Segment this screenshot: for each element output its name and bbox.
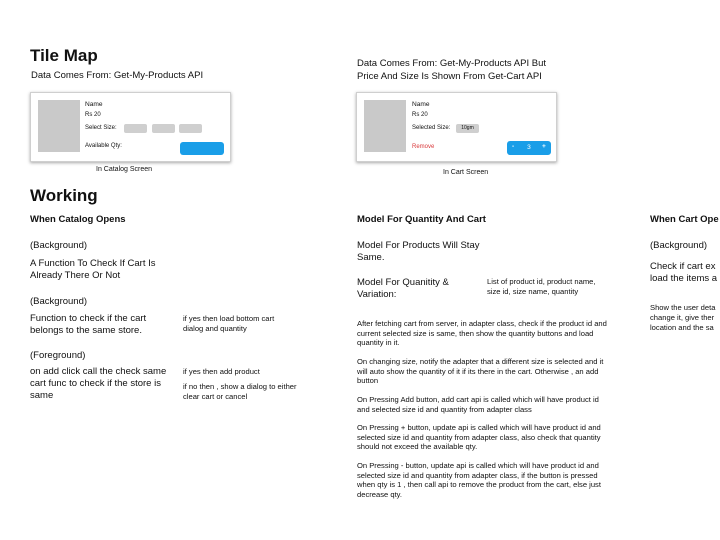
paragraph-fetch-cart: After fetching cart from server, in adapter class, check if the product id and current selected size is same, then show the quantity buttons and load quantity in it. [357,319,607,348]
product-name: Name [412,101,430,108]
check-cart-exists-line1: Check if cart ex [650,261,716,272]
cart-opens-heading: When Cart Ope [650,214,719,225]
add-click-note-yes: if yes then add product [183,367,260,376]
check-store-note: if yes then load bottom cart dialog and quantity [183,314,275,333]
quantity-value: 3 [527,144,531,151]
paragraph-plus-button: On Pressing + button, update api is called which will have product id and selected size id and quantity from adapter class, also check that quantity should not exceed the available qty. [357,423,601,452]
quantity-model-label: Model For Quanitity & Variation: [357,277,449,300]
select-size-label: Select Size: [85,125,117,131]
product-image-placeholder [364,100,406,152]
quantity-cart-model-heading: Model For Quantity And Cart [357,214,486,225]
selected-size-label: Selected Size: [412,125,451,131]
check-cart-exists-line2: load the items a [650,273,718,284]
catalog-data-source: Data Comes From: Get-My-Products API [31,70,204,81]
tile-map-title: Tile Map [30,46,98,65]
remove-link[interactable]: Remove [412,144,435,150]
product-price: Rs 20 [85,112,101,118]
selected-size-chip[interactable] [456,124,479,133]
cart-data-source-line1: Data Comes From: Get-My-Products API But [357,58,546,69]
increase-quantity-button[interactable]: + [542,143,546,150]
paragraph-change-size: On changing size, notify the adapter that a different size is selected and it will auto show the quantity of it if its there in the cart. Otherwise , an add button [357,357,604,386]
cart-tile-card [356,92,557,162]
user-details-note-line1: Show the user deta [650,303,716,312]
user-details-note-line2: change it, give ther [650,313,715,322]
size-option-chip[interactable] [152,124,175,133]
quantity-model-fields: List of product id, product name, size id, size name, quantity [487,277,596,296]
add-button[interactable] [180,142,224,155]
add-click-note-no: if no then , show a dialog to either clear cart or cancel [183,382,297,401]
catalog-opens-heading: When Catalog Opens [30,214,126,225]
cart-caption: In Cart Screen [443,169,489,176]
selected-size-value: 10gm [461,125,474,131]
background-label: (Background) [30,296,88,307]
catalog-caption: In Catalog Screen [96,166,153,173]
size-option-chip[interactable] [124,124,147,133]
quantity-stepper [507,141,551,155]
paragraph-add-button: On Pressing Add button, add cart api is called which will have product id and selected size id and quantity from adapter class [357,395,599,414]
product-name: Name [85,101,103,108]
background-label: (Background) [30,240,88,251]
background-label: (Background) [650,240,708,251]
check-cart-text: A Function To Check If Cart Is Already There Or Not [30,258,156,281]
add-click-text: on add click call the check same cart func to check if the store is same [30,366,167,401]
product-price: Rs 20 [412,112,428,118]
working-title: Working [30,186,98,205]
available-qty-label: Available Qty: [85,143,122,149]
product-image-placeholder [38,100,80,152]
check-store-text: Function to check if the cart belongs to the same store. [30,313,147,336]
decrease-quantity-button[interactable]: - [512,143,515,150]
paragraph-minus-button: On Pressing - button, update api is called which will have product id and selected size id and quantity from adapter class, if the button is pressed when qty is 1 , then call api to remove the product from the cart, else just decrease qty. [357,461,601,499]
size-option-chip[interactable] [179,124,202,133]
catalog-tile-card [30,92,231,162]
products-model-text: Model For Products Will Stay Same. [357,240,480,263]
cart-data-source-line2: Price And Size Is Shown From Get-Cart API [357,71,542,82]
user-details-note-line3: location and the sa [650,323,714,332]
foreground-label: (Foreground) [30,350,86,361]
